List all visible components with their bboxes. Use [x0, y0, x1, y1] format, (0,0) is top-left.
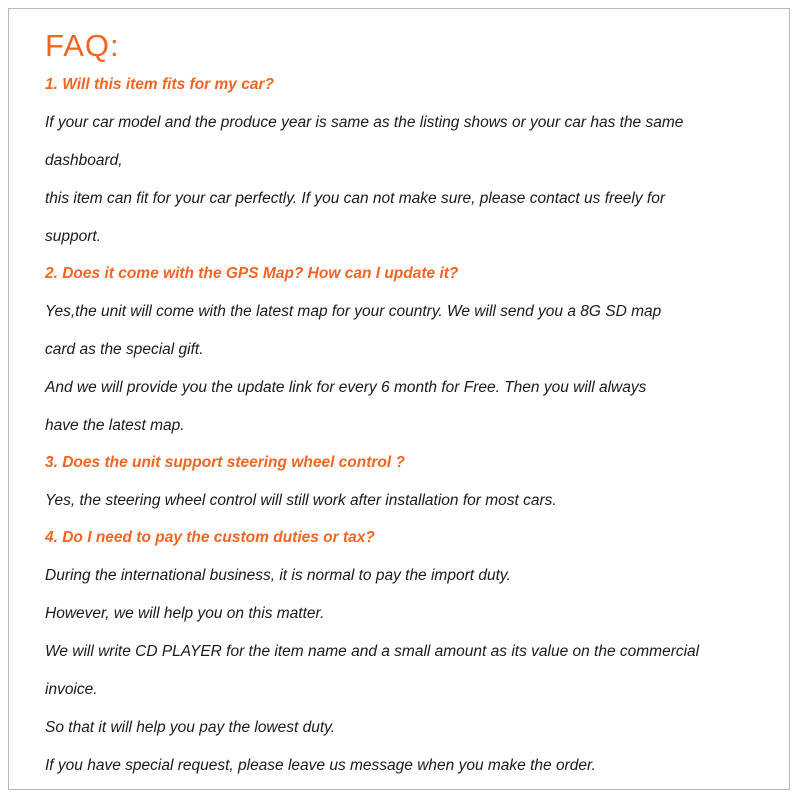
faq-question-4: 4. Do I need to pay the custom duties or tax?: [45, 529, 375, 546]
faq-answer-line: dashboard,: [45, 152, 123, 169]
faq-answer-line: have the latest map.: [45, 417, 185, 434]
faq-answer-line: If you have special request, please leave us message when you make the order.: [45, 757, 596, 774]
faq-question-2: 2. Does it come with the GPS Map? How can I update it?: [45, 265, 459, 282]
faq-answer-line: card as the special gift.: [45, 341, 204, 358]
faq-question-3: 3. Does the unit support steering wheel control ?: [45, 454, 405, 471]
faq-answer-line: We will write CD PLAYER for the item name and a small amount as its value on the commercial: [45, 643, 700, 660]
faq-answer-line: invoice.: [45, 681, 98, 698]
faq-answer-line: Yes,the unit will come with the latest map for your country. We will send you a 8G SD map: [45, 303, 662, 320]
faq-title: FAQ:: [45, 28, 120, 63]
faq-answer-line: support.: [45, 228, 102, 245]
faq-answer-line: So that it will help you pay the lowest duty.: [45, 719, 336, 736]
faq-answer-line: And we will provide you the update link for every 6 month for Free. Then you will always: [45, 379, 647, 396]
faq-content: [45, 28, 765, 775]
faq-answer-line: Yes, the steering wheel control will still work after installation for most cars.: [45, 492, 557, 509]
faq-answer-line: this item can fit for your car perfectly. If you can not make sure, please contact us freely for: [45, 190, 665, 207]
faq-question-1: 1. Will this item fits for my car?: [45, 76, 274, 93]
faq-answer-line: If your car model and the produce year is same as the listing shows or your car has the same: [45, 114, 684, 131]
faq-answer-line: However, we will help you on this matter.: [45, 605, 325, 622]
faq-answer-line: During the international business, it is normal to pay the import duty.: [45, 567, 511, 584]
